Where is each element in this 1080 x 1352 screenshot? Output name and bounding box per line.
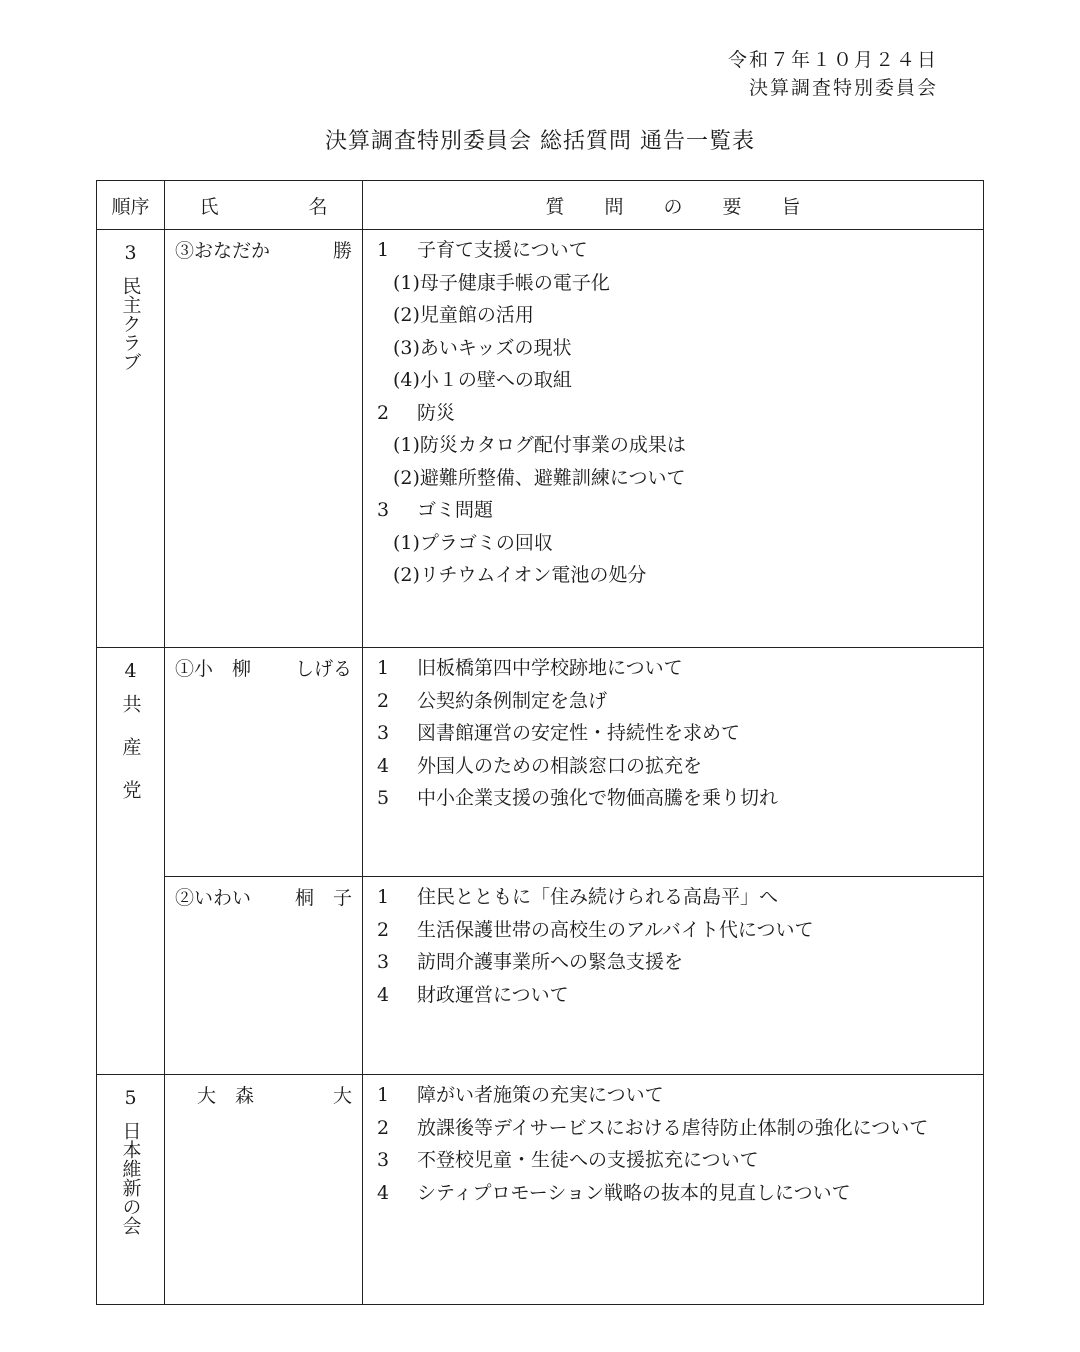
header-name [165,181,363,230]
member-name-right: 大 [332,1085,352,1107]
question-item [377,1177,973,1210]
question-cell [363,1075,984,1305]
question-number: 1 [377,657,390,679]
question-subitem: (3)あいキッズの現状 [393,336,572,359]
question-text: 不登校児童・生徒への支援拡充について [417,1149,759,1171]
question-text: 生活保護世帯の高校生のアルバイト代について [417,918,814,941]
member-name-left: ③おなだか [175,240,271,262]
header-q-char: 旨 [781,195,801,218]
question-text: 子育て支援について [417,239,588,261]
question-number: 3 [377,951,390,973]
order-cell [97,1075,165,1305]
question-number: 3 [377,1149,390,1171]
question-number: 1 [377,886,390,908]
question-text: 公契約条例制定を急げ [417,689,608,712]
member-name-left: 大 森 [197,1085,255,1107]
header-q-char: 問 [604,195,624,218]
question-text: シティプロモーション戦略の抜本的見直しについて [417,1181,851,1204]
notice-table [96,180,984,1305]
question-text: 外国人のための相談窓口の拡充を [417,754,703,777]
question-item [377,652,973,685]
question-subitem: (1)母子健康手帳の電子化 [393,271,610,294]
header-q-char: 要 [722,195,742,218]
name-cell [165,877,363,1075]
question-subitem: (2)避難所整備、避難訓練について [393,466,686,489]
question-item [377,881,973,914]
question-item [377,979,973,1012]
question-cell [363,230,984,648]
member-name-right: 勝 [332,240,352,262]
member-name-right: 桐 子 [294,887,352,909]
question-subitem: (2)リチウムイオン電池の処分 [393,564,647,586]
page-title: 決算調査特別委員会 総括質問 通告一覧表 [325,129,755,154]
question-number: 3 [377,499,390,521]
table-row [97,1075,984,1305]
question-item [377,397,973,430]
order-cell [97,230,165,648]
question-text: 訪問介護事業所への緊急支援を [417,951,684,973]
question-text: ゴミ問題 [417,499,494,521]
question-subitem: (2)児童館の活用 [393,304,534,326]
order-number: 3 [124,242,137,264]
question-text: 財政運営について [417,983,569,1006]
order-number: 4 [124,660,137,682]
header-name-part1: 氏 [199,195,219,218]
header-question-summary [363,181,984,230]
name-cell [165,648,363,877]
header-q-char: 質 [545,195,565,218]
member-name-right: しげる [294,658,352,680]
party-name: 民主クラブ [119,276,142,371]
member-name-left: ①小 柳 [175,658,252,680]
question-item [377,685,973,718]
question-number: 4 [377,1181,390,1204]
member-name-left: ②いわい [175,887,252,909]
question-cell [363,648,984,877]
name-cell [165,1075,363,1305]
order-cell [97,648,165,1075]
question-number: 2 [377,401,390,424]
question-item [377,1079,973,1112]
table-row [97,877,984,1075]
question-item [377,782,973,815]
party-name: 日本維新の会 [119,1121,142,1235]
header-name-part2: 名 [308,195,328,218]
table-row [97,648,984,877]
question-subitem: (1)プラゴミの回収 [393,531,553,554]
question-text: 防災 [417,401,456,424]
question-text: 障がい者施策の充実について [417,1084,664,1106]
question-number: 4 [377,754,390,777]
question-text: 図書館運営の安定性・持続性を求めて [417,722,741,744]
question-item [377,1144,973,1177]
header-q-char: の [663,195,683,218]
table-header-row [97,181,984,230]
question-number: 5 [377,787,390,809]
question-text: 中小企業支援の強化で物価高騰を乗り切れ [417,787,779,809]
question-item [377,717,973,750]
question-item [377,750,973,783]
question-number: 1 [377,239,390,261]
question-number: 4 [377,983,390,1006]
question-item [377,494,973,527]
table-row [97,230,984,648]
question-text: 放課後等デイサービスにおける虐待防止体制の強化について [417,1116,929,1139]
question-number: 1 [377,1084,390,1106]
name-cell [165,230,363,648]
question-subitem: (4)小１の壁への取組 [393,369,572,391]
question-item [377,234,973,267]
party-name: 共産党 [119,694,142,823]
header-order: 順序 [97,181,165,230]
question-subitem: (1)防災カタログ配付事業の成果は [393,434,686,456]
committee-name: 決算調査特別委員会 [748,77,938,99]
question-number: 3 [377,722,390,744]
question-number: 2 [377,918,390,941]
question-cell [363,877,984,1075]
question-text: 旧板橋第四中学校跡地について [417,657,683,679]
question-item [377,946,973,979]
question-item [377,1112,973,1145]
question-number: 2 [377,689,390,712]
question-item [377,914,973,947]
document-date: 令和７年１０月２４日 [727,49,938,71]
question-text: 住民とともに「住み続けられる高島平」へ [417,886,779,908]
question-number: 2 [377,1116,390,1139]
order-number: 5 [124,1087,137,1109]
